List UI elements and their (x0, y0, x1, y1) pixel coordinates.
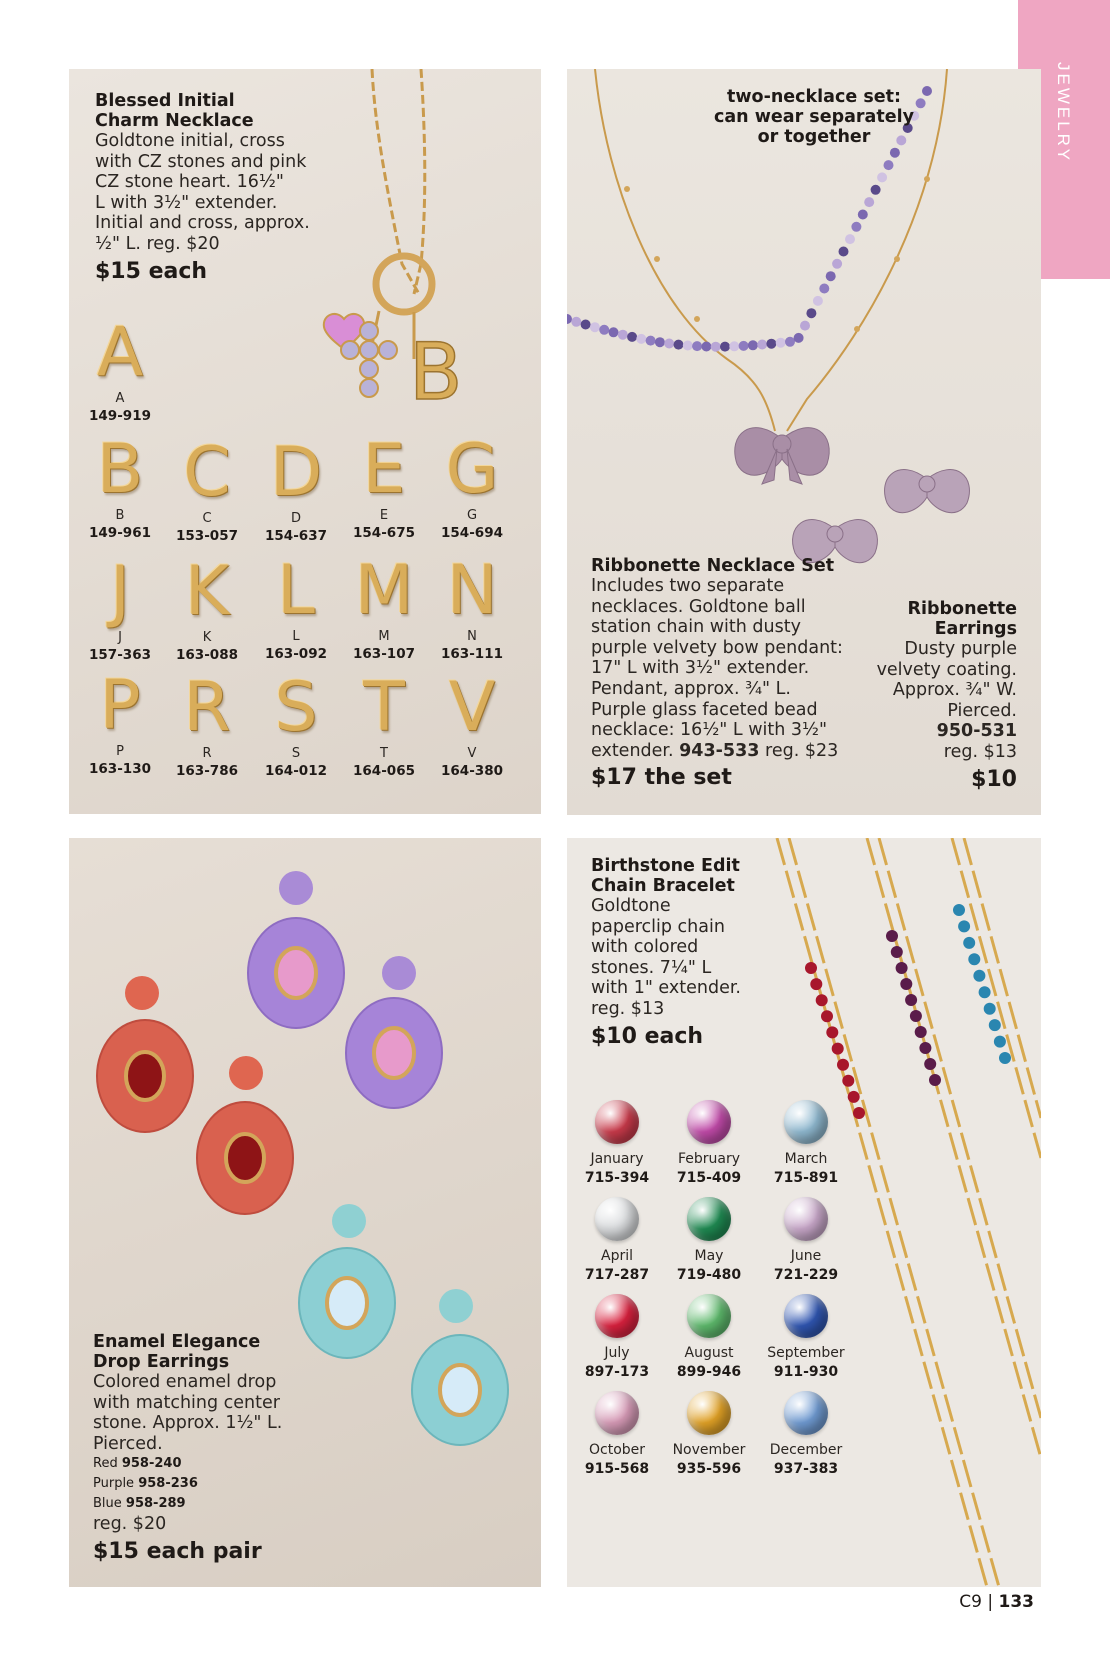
birthstone-gem-icon (784, 1100, 828, 1144)
desc-line: with CZ stones and pink (95, 151, 307, 172)
bead (884, 160, 894, 170)
birthstone-option-may[interactable] (659, 1197, 759, 1285)
letter-label: N (467, 629, 477, 644)
product-title: Blessed Initial (95, 91, 235, 111)
letter-charm-image: K (184, 552, 230, 631)
item-number: 154-637 (265, 528, 327, 544)
bead (720, 342, 730, 352)
bracelet-stone (810, 978, 822, 990)
bead (636, 334, 646, 344)
bead (590, 322, 600, 332)
letter-label: T (380, 746, 388, 761)
product-price: $15 each (95, 258, 208, 284)
birthstone-option-february[interactable] (659, 1100, 759, 1188)
birthstone-month: November (672, 1442, 746, 1458)
item-number: 897-173 (584, 1364, 650, 1380)
bracelet-stone (805, 962, 817, 974)
letter-charm-image: G (445, 430, 499, 509)
bead (701, 342, 711, 352)
letter-option-c[interactable] (162, 433, 252, 545)
bracelet-stone (924, 1058, 936, 1070)
letter-option-k[interactable] (162, 552, 252, 664)
footer-separator: | (987, 1592, 994, 1612)
bead (599, 325, 609, 335)
letter-label: E (379, 508, 389, 523)
letter-label: M (378, 629, 390, 644)
letter-option-v[interactable] (427, 668, 517, 780)
item-number: 715-394 (584, 1170, 650, 1186)
birthstone-month: June (790, 1248, 822, 1264)
desc-line: Colored enamel drop (93, 1372, 277, 1392)
item-number: 154-675 (353, 525, 415, 541)
desc-line: station chain with dusty (591, 617, 801, 638)
birthstone-gem-icon (784, 1294, 828, 1338)
letter-charm-image: T (363, 668, 405, 747)
bracelet-stone (958, 920, 970, 932)
letter-label: A (115, 391, 125, 406)
callout-line: two-necklace set: (727, 87, 901, 107)
bracelet-stone (973, 970, 985, 982)
bead (618, 330, 628, 340)
section-number: C9 (959, 1592, 982, 1612)
bead (871, 185, 881, 195)
variant-line (93, 1474, 282, 1494)
birthstone-option-july[interactable] (567, 1294, 667, 1382)
bracelet-stone (896, 962, 908, 974)
bead (858, 210, 868, 220)
birthstone-option-january[interactable] (567, 1100, 667, 1188)
desc-text: extender. (591, 740, 680, 761)
desc-line: necklaces. Goldtone ball (591, 596, 806, 617)
bead (729, 341, 739, 351)
item-number: 163-092 (265, 646, 327, 662)
bead (851, 222, 861, 232)
bracelet-stone (979, 986, 991, 998)
item-number: 715-409 (676, 1170, 742, 1186)
birthstone-month: January (590, 1151, 644, 1167)
bracelet-stone (984, 1003, 996, 1015)
bracelet-stone (919, 1042, 931, 1054)
birthstone-gem-icon (784, 1391, 828, 1435)
product-price: $10 (971, 766, 1017, 792)
item-number: 915-568 (584, 1461, 650, 1477)
birthstone-option-june[interactable] (756, 1197, 856, 1285)
item-number: 911-930 (773, 1364, 839, 1380)
desc-line: Goldtone initial, cross (95, 131, 285, 151)
bracelet-stone (826, 1026, 838, 1038)
item-number: 154-694 (441, 525, 503, 541)
bead (581, 320, 591, 330)
bracelet-stone (999, 1052, 1011, 1064)
regular-price: reg. $20 (93, 1514, 167, 1535)
bead (739, 341, 749, 351)
bead (890, 148, 900, 158)
letter-charm-image: B (96, 430, 144, 509)
bead (819, 284, 829, 294)
desc-line: paperclip chain (591, 916, 725, 937)
bracelet-stone (842, 1075, 854, 1087)
letter-charm-image: D (269, 433, 323, 512)
variant-line (93, 1494, 282, 1514)
birthstone-option-november[interactable] (659, 1391, 759, 1479)
bead (757, 340, 767, 350)
bracelet-stone (821, 1010, 833, 1022)
letter-label: G (466, 508, 478, 523)
bracelet-stone (915, 1026, 927, 1038)
letter-option-g[interactable] (427, 430, 517, 542)
letter-charm-image: P (99, 666, 141, 745)
letter-label: B (115, 508, 125, 523)
bracelet-stone (910, 1010, 922, 1022)
letter-option-e[interactable] (339, 430, 429, 542)
birthstone-month: May (694, 1248, 724, 1264)
letter-option-l[interactable] (251, 551, 341, 663)
ribbonette-panel (567, 69, 1041, 815)
bead (711, 342, 721, 352)
variant-color: Red (93, 1456, 118, 1472)
desc-line: stones. 7¼" L (591, 957, 712, 978)
desc-line: necklace: 16½" L with 3½" (591, 720, 828, 741)
letter-option-t[interactable] (339, 668, 429, 780)
desc-line-last (591, 741, 851, 762)
desc-line: Approx. ¾" W. (892, 680, 1017, 701)
birthstone-gem-icon (687, 1391, 731, 1435)
product-price: $15 each pair (93, 1538, 262, 1564)
letter-charm-image: R (183, 668, 231, 747)
birthstone-gem-icon (595, 1294, 639, 1338)
letter-option-r[interactable] (162, 668, 252, 780)
item-number: 164-065 (353, 763, 415, 779)
birthstone-gem-icon (687, 1197, 731, 1241)
birthstone-month: August (684, 1345, 734, 1361)
bracelet-stone (989, 1019, 1001, 1031)
birthstone-gem-icon (784, 1197, 828, 1241)
bead (609, 327, 619, 337)
bead (683, 341, 693, 351)
section-tab-label: JEWELRY (1054, 62, 1073, 163)
birthstone-option-august[interactable] (659, 1294, 759, 1382)
item-number: 153-057 (176, 528, 238, 544)
bracelet-stone (953, 904, 965, 916)
item-number: 950-531 (936, 721, 1017, 742)
desc-line: with 1" extender. (591, 978, 741, 999)
bracelet-stone (886, 930, 898, 942)
item-number: 157-363 (89, 647, 151, 663)
page-footer (959, 1592, 1034, 1612)
bead (655, 337, 665, 347)
birthstone-month: April (601, 1248, 633, 1264)
bead (664, 339, 674, 349)
bead (877, 172, 887, 182)
item-number: 958-236 (138, 1476, 198, 1492)
letter-option-n[interactable] (427, 551, 517, 663)
letter-charm-image: V (448, 668, 496, 747)
letter-option-d[interactable] (251, 433, 341, 545)
item-number: 715-891 (773, 1170, 839, 1186)
bead (646, 336, 656, 346)
desc-line: Dusty purple (904, 639, 1017, 659)
birthstone-option-october[interactable] (567, 1391, 667, 1479)
desc-line: CZ stone heart. 16½" (95, 172, 284, 193)
bead (800, 321, 810, 331)
desc-line: stone. Approx. 1½" L. (93, 1413, 283, 1434)
birthstone-option-december[interactable] (756, 1391, 856, 1479)
item-number: 943-533 (679, 740, 760, 761)
birthstone-month: October (588, 1442, 646, 1458)
letter-label: S (291, 746, 301, 761)
bead (571, 317, 581, 327)
bead (748, 340, 758, 350)
letter-label: K (202, 630, 212, 645)
birthstone-option-march[interactable] (756, 1100, 856, 1188)
enamel-earrings-panel (69, 838, 541, 1587)
bead (776, 338, 786, 348)
letter-charm-image: A (96, 313, 144, 392)
callout-line: can wear separately (713, 107, 914, 127)
letter-label: L (292, 629, 300, 644)
birthstone-gem-icon (687, 1100, 731, 1144)
birthstone-month: December (769, 1442, 843, 1458)
product-price: $17 the set (591, 765, 732, 791)
letter-option-a[interactable] (75, 313, 165, 425)
bead (826, 271, 836, 281)
bracelet-stone (837, 1059, 849, 1071)
birthstone-month: September (767, 1345, 845, 1361)
item-number: 899-946 (676, 1364, 742, 1380)
letter-charm-image: E (362, 430, 406, 509)
birthstone-gem-icon (595, 1100, 639, 1144)
letter-option-p[interactable] (75, 666, 165, 778)
desc-line: ½" L. reg. $20 (95, 233, 220, 254)
letter-charm-image: L (277, 551, 315, 630)
bracelet-stone (832, 1043, 844, 1055)
item-number: 163-107 (353, 646, 415, 662)
item-number: 958-240 (121, 1456, 182, 1472)
letter-charm-image: N (446, 551, 498, 630)
bead (806, 308, 816, 318)
letter-label: R (202, 746, 212, 761)
birthstone-option-april[interactable] (567, 1197, 667, 1285)
item-number: 717-287 (584, 1267, 650, 1283)
letter-option-b[interactable] (75, 430, 165, 542)
bead (845, 234, 855, 244)
product-title-line2: Charm Necklace (95, 111, 254, 131)
product-title: Enamel Elegance (93, 1332, 261, 1352)
bead (674, 340, 684, 350)
letter-label: V (467, 746, 477, 761)
bracelet-stone (963, 937, 975, 949)
bead (766, 339, 776, 349)
letter-option-j[interactable] (75, 552, 165, 664)
regular-price: reg. $13 (943, 741, 1017, 762)
bead (813, 296, 823, 306)
desc-line: with colored (591, 937, 699, 958)
bead (832, 259, 842, 269)
bead (567, 314, 572, 324)
letter-option-s[interactable] (251, 668, 341, 780)
item-number: 721-229 (773, 1267, 839, 1283)
birthstone-gem-icon (595, 1197, 639, 1241)
letter-charm-image: S (274, 668, 318, 747)
item-number: 164-012 (265, 763, 327, 779)
product-title: Ribbonette Necklace Set (591, 556, 835, 576)
bracelet-stone (891, 946, 903, 958)
item-number: 163-111 (441, 646, 503, 662)
letter-label: P (116, 744, 124, 759)
item-number: 935-596 (676, 1461, 742, 1477)
letter-charm-image: M (354, 551, 414, 630)
item-number: 164-380 (441, 763, 503, 779)
desc-line: with matching center (93, 1392, 280, 1413)
desc-line: Goldtone (591, 896, 671, 916)
item-number: 163-130 (89, 761, 151, 777)
bead (627, 332, 637, 342)
item-number: 958-289 (125, 1496, 186, 1512)
bead (839, 247, 849, 257)
bead (785, 337, 795, 347)
desc-line: Pierced. (947, 700, 1017, 721)
bead (794, 333, 804, 343)
birthstone-gem-icon (595, 1391, 639, 1435)
desc-line: velvety coating. (876, 659, 1017, 680)
birthstone-month: July (604, 1345, 630, 1361)
item-number: 149-961 (89, 525, 151, 541)
birthstone-bracelet-panel (567, 838, 1041, 1587)
desc-line: 17" L with 3½" extender. (591, 658, 810, 679)
letter-label: D (290, 511, 301, 526)
letter-label: C (202, 511, 212, 526)
product-title-line2: Earrings (934, 619, 1017, 639)
item-number: 719-480 (676, 1267, 742, 1283)
item-number: 149-919 (89, 408, 151, 424)
desc-line: Pierced. (93, 1433, 163, 1454)
desc-line: Pendant, approx. ¾" L. (591, 678, 791, 699)
bracelet-stone (968, 953, 980, 965)
birthstone-month: February (677, 1151, 741, 1167)
bracelet-stone (900, 978, 912, 990)
letter-label: J (118, 630, 122, 645)
page-number: 133 (998, 1592, 1034, 1612)
desc-line: L with 3½" extender. (95, 192, 278, 213)
variant-color: Purple (93, 1476, 135, 1492)
letter-option-m[interactable] (339, 551, 429, 663)
charm-necklace-panel (69, 69, 541, 814)
product-title-line2: Drop Earrings (93, 1352, 230, 1372)
product-price: $10 each (591, 1023, 704, 1049)
desc-line: purple velvety bow pendant: (591, 637, 843, 658)
birthstone-month: March (784, 1151, 828, 1167)
variant-line (93, 1454, 282, 1474)
bracelet-stone (905, 994, 917, 1006)
letter-charm-image: J (109, 552, 131, 631)
bead (864, 197, 874, 207)
item-number: 163-088 (176, 647, 238, 663)
desc-line: reg. $13 (591, 998, 665, 1019)
bead (692, 341, 702, 351)
callout-line: or together (757, 127, 871, 147)
desc-line: Purple glass faceted bead (591, 699, 818, 720)
bracelet-stone (994, 1036, 1006, 1048)
item-number: 937-383 (773, 1461, 839, 1477)
product-title: Ribbonette (907, 599, 1017, 619)
product-title: Birthstone Edit (591, 856, 740, 876)
desc-line: Initial and cross, approx. (95, 213, 310, 234)
product-title-line2: Chain Bracelet (591, 876, 735, 896)
birthstone-option-september[interactable] (756, 1294, 856, 1382)
regular-price: reg. $23 (759, 740, 839, 761)
desc-line: Includes two separate (591, 576, 785, 596)
letter-charm-image: C (183, 433, 231, 512)
variant-color: Blue (93, 1496, 122, 1512)
birthstone-gem-icon (687, 1294, 731, 1338)
bracelet-stone (816, 994, 828, 1006)
item-number: 163-786 (176, 763, 238, 779)
bracelet-stone (929, 1074, 941, 1086)
svg-text:B: B (409, 328, 463, 418)
